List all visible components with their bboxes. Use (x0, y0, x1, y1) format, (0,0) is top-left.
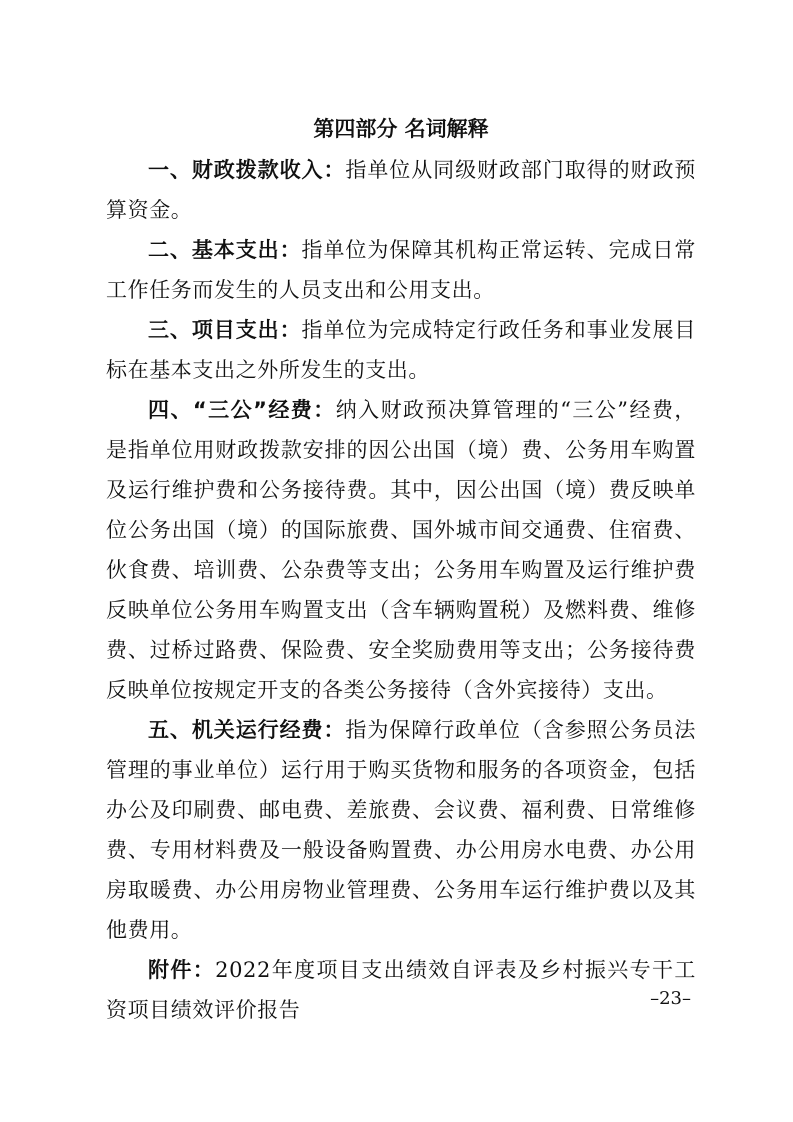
definition-paragraph-basic-expenditure (106, 230, 696, 310)
page-number: –23– (650, 988, 691, 1009)
attachment-text: 2022年度项目支出绩效自评表及乡村振兴专干工资项目绩效评价报告 (106, 958, 696, 1022)
definition-term: 五、机关运行经费： (148, 718, 346, 742)
page-title: 第四部分 名词解释 (313, 117, 489, 141)
definition-paragraph-project-expenditure (106, 310, 696, 390)
definition-paragraph-three-public-expenses (106, 390, 696, 710)
attachment-paragraph (106, 950, 696, 1030)
definition-text: 指单位为完成特定行政任务和事业发展目标在基本支出之外所发生的支出。 (106, 318, 696, 382)
definition-text: 纳入财政预决算管理的“三公”经费，是指单位用财政拨款安排的因公出国（境）费、公务用车购置及运行维护费和公务接待费。其中，因公出国（境）费反映单位公务出国（境）的国际旅费、国外城市间交通费、住宿费、伙食费、培训费、公杂费等支出；公务用车购置及运行维护费反映单位公务用车购置支出（含车辆购置税）及燃料费、维修费、过桥过路费、保险费、安全奖励费用等支出；公务接待费反映单位按规定开支的各类公务接待（含外宾接待）支出。 (106, 398, 696, 702)
attachment-label: 附件： (148, 958, 216, 982)
definition-term: 四、“三公”经费： (148, 398, 336, 422)
definition-term: 三、项目支出： (148, 318, 302, 342)
definition-text: 指单位为保障其机构正常运转、完成日常工作任务而发生的人员支出和公用支出。 (106, 238, 696, 302)
document-page (106, 108, 696, 1030)
definition-term: 二、基本支出： (148, 238, 302, 262)
definition-paragraph-operating-expenses (106, 710, 696, 950)
definition-term: 一、财政拨款收入： (148, 158, 346, 182)
definition-text: 指单位从同级财政部门取得的财政预算资金。 (106, 158, 696, 222)
definition-text: 指为保障行政单位（含参照公务员法管理的事业单位）运行用于购买货物和服务的各项资金，包括办公及印刷费、邮电费、差旅费、会议费、福利费、日常维修费、专用材料费及一般设备购置费、办公用房水电费、办公用房取暖费、办公用房物业管理费、公务用车运行维护费以及其他费用。 (106, 718, 696, 942)
definition-paragraph-fiscal-appropriation (106, 150, 696, 230)
